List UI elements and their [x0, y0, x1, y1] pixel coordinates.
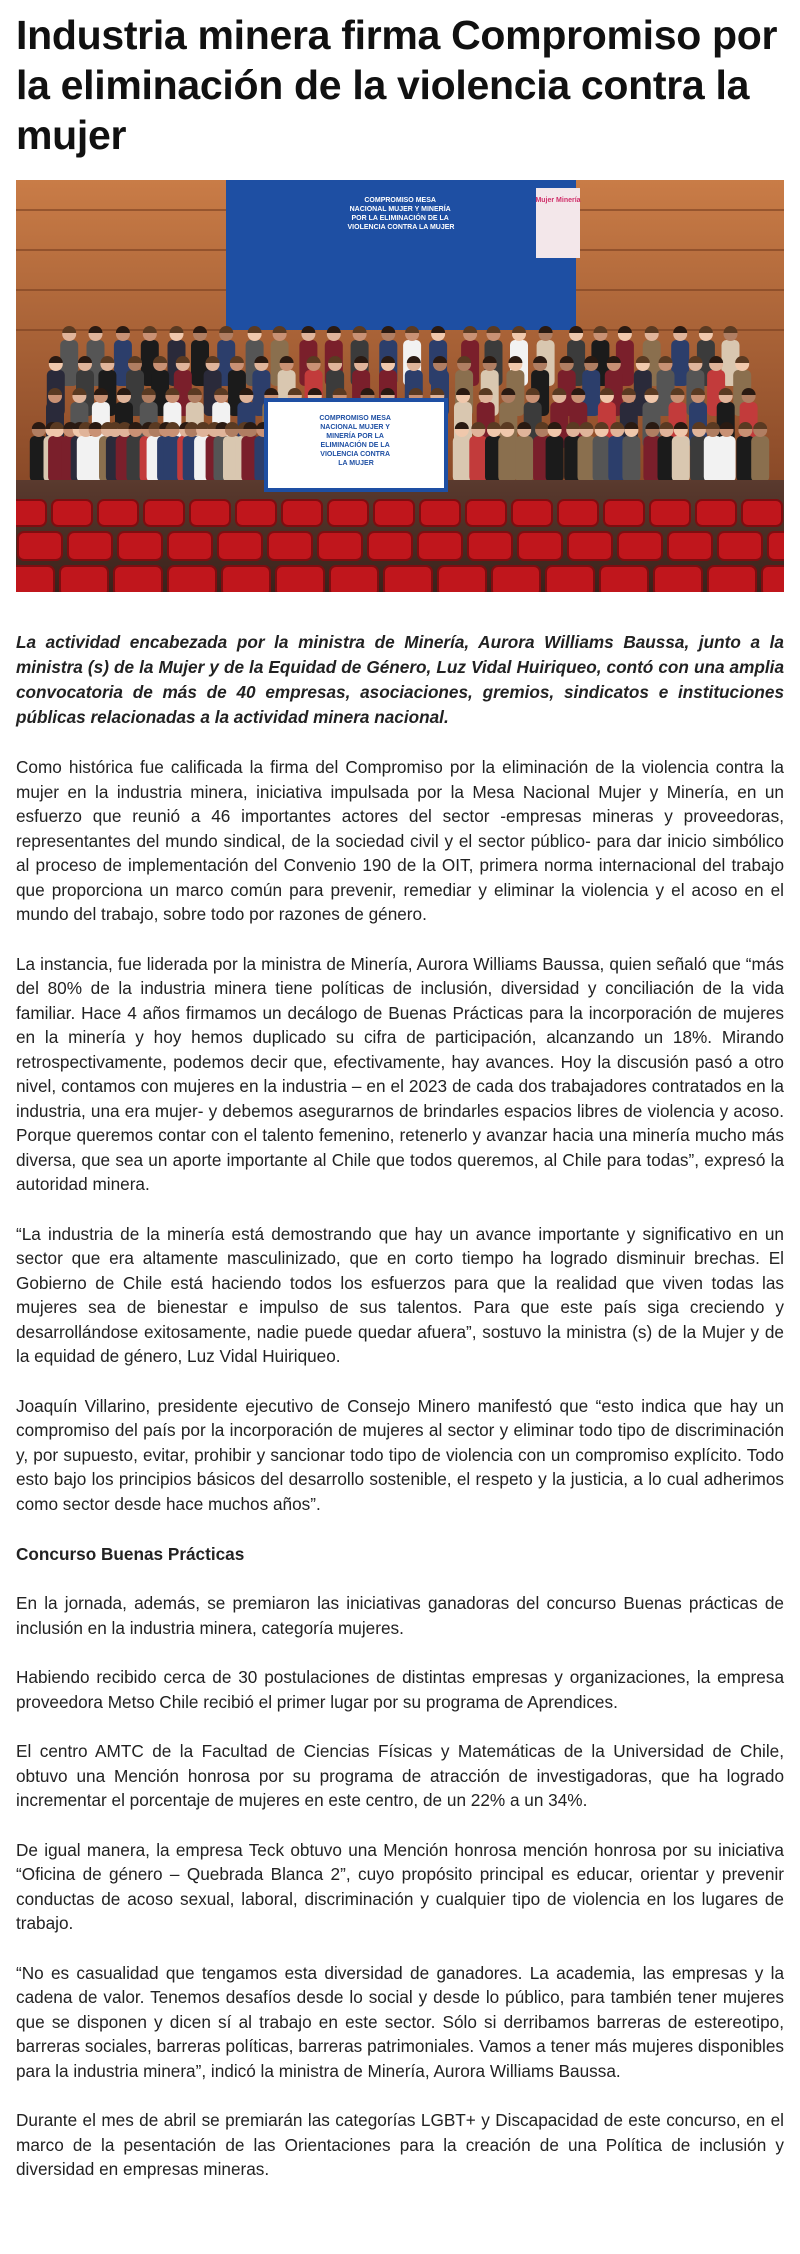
- red-seat: [60, 566, 108, 592]
- red-seat: [492, 566, 540, 592]
- red-seat: [374, 500, 414, 526]
- red-seat: [18, 532, 62, 560]
- poster-text: Mujer Minería: [535, 197, 581, 204]
- red-seat: [768, 532, 784, 560]
- red-seat: [518, 532, 562, 560]
- red-seat: [114, 566, 162, 592]
- article-title: Industria minera firma Compromiso por la eliminación de la violencia contra la mujer: [16, 12, 778, 158]
- red-seat: [468, 532, 512, 560]
- sign-line-4: ELIMINACIÓN DE LA: [320, 442, 390, 449]
- red-seat: [236, 500, 276, 526]
- person-body: [672, 436, 690, 482]
- article: [16, 0, 784, 2182]
- red-seat: [16, 566, 54, 592]
- red-seat: [762, 566, 784, 592]
- red-seat: [654, 566, 702, 592]
- red-seat: [222, 566, 270, 592]
- red-seat: [650, 500, 690, 526]
- article-paragraph: La instancia, fue liderada por la ministra de Minería, Aurora Williams Baussa, quien señaló que “más del 80% de la industria minera tiene políticas de inclusión, diversidad y conciliación de la vida familiar. Hace 4 años firmamos un decálogo de Buenas Prácticas para la incorporación de mujeres en la minería y hoy hemos duplicado su cifra de participación, alcanzando un 18%. Mirando retrospectivamente, podemos decir que, efectivamente, hay avances. Hoy la discusión pasó a otro nivel, contamos con mujeres en la industria – en el 2023 de cada dos trabajadores contratados en la industria, una era mujer- y debemos asegurarnos de brindarles espacios libres de violencia y acoso. Porque queremos contar con el talento femenino, retenerlo y avanzar hacia una minería mucho más diversa, que sea un aporte importante al Chile que todos queremos, al Chile para todas”, expresó la autoridad minera.: [16, 953, 784, 1194]
- person-body: [515, 436, 533, 482]
- person-body: [469, 436, 487, 482]
- red-seat: [418, 532, 462, 560]
- article-photo: [16, 180, 784, 592]
- red-seat: [144, 500, 184, 526]
- article-paragraph: “No es casualidad que tengamos esta diversidad de ganadores. La academia, las empresas y la cadena de valor. Tenemos desafíos desde lo social y desde lo público, para también tener mujeres que se disponen y dicen sí al trabajo en este sector. Sólo si derribamos barreras de estereotipo, barreras sociales, barreras políticas, barreras patrimoniales. Vamos a tener más mujeres disponibles para la industria minera”, indicó la ministra de Minería, Aurora Williams Baussa.: [16, 1962, 784, 2081]
- red-seat: [168, 566, 216, 592]
- red-seat: [466, 500, 506, 526]
- section-heading: Concurso Buenas Prácticas: [16, 1544, 245, 1564]
- red-seat: [600, 566, 648, 592]
- red-seat: [68, 532, 112, 560]
- person-body: [593, 436, 611, 482]
- article-paragraph: De igual manera, la empresa Teck obtuvo una Mención honrosa mención honrosa por su iniciativa “Oficina de género – Quebrada Blanca 2”, cuyo propósito principal es educar, orientar y prevenir conductas de acoso sexual, laboral, discriminación y cualquier tipo de violencia en los lugares de trabajo.: [16, 1839, 784, 1933]
- article-paragraph: “La industria de la minería está demostrando que hay un avance importante y significativo en un sector que era altamente masculinizado, que en corto tiempo ha logrado disminuir brechas. El Gobierno de Chile está haciendo todos los esfuerzos para que la realidad que viven todas las mujeres sea de bienestar e impulso de sus talentos. Para que este país siga creciendo y desarrollándose exitosamente, nadie puede quedar afuera”, sostuvo la ministra (s) de la Mujer y de la equidad de género, Luz Vidal Huiriqueo.: [16, 1223, 784, 1366]
- seat-rows: [16, 500, 784, 592]
- red-seat: [512, 500, 552, 526]
- red-seat: [282, 500, 322, 526]
- red-seat: [168, 532, 212, 560]
- red-seat: [420, 500, 460, 526]
- person-body: [453, 436, 471, 482]
- red-seat: [276, 566, 324, 592]
- red-seat: [98, 500, 138, 526]
- article-paragraph: Joaquín Villarino, presidente ejecutivo de Consejo Minero manifestó que “esto indica que hay un compromiso del país por la incorporación de mujeres al sector y eliminar todo tipo de discriminación y, por supuesto, evitar, prohibir y sancionar todo tipo de violencia con un compromiso explícito. Todo esto bajo los principios básicos del desarrollo sostenible, el respeto y la justicia, a lo cual adherimos como sector desde hace muchos años”.: [16, 1395, 784, 1514]
- banner-line-3: POR LA ELIMINACIÓN DE LA: [351, 215, 449, 222]
- red-seat: [268, 532, 312, 560]
- article-paragraph: El centro AMTC de la Facultad de Ciencias Físicas y Matemáticas de la Universidad de Chile, obtuvo una Mención honrosa por su programa de atracción de investigadoras, que ha logrado incrementar el porcentaje de mujeres en este centro, de un 22% a un 34%.: [16, 1741, 784, 1810]
- sign-line-6: LA MUJER: [338, 460, 374, 467]
- red-seat: [190, 500, 230, 526]
- red-seat: [218, 532, 262, 560]
- banner-line-2: NACIONAL MUJER Y MINERÍA: [349, 206, 451, 213]
- red-seat: [742, 500, 782, 526]
- red-seat: [618, 532, 662, 560]
- red-seat: [668, 532, 712, 560]
- red-seat: [558, 500, 598, 526]
- red-seat: [318, 532, 362, 560]
- red-seat: [708, 566, 756, 592]
- person-body: [622, 436, 640, 482]
- sign-line-1: COMPROMISO MESA: [319, 415, 391, 422]
- red-seat: [384, 566, 432, 592]
- article-paragraph: En la jornada, además, se premiaron las iniciativas ganadoras del concurso Buenas prácticas de inclusión en la industria minera, categoría mujeres.: [16, 1593, 784, 1638]
- article-paragraph: Habiendo recibido cerca de 30 postulaciones de distintas empresas y organizaciones, la empresa proveedora Metso Chile recibió el primer lugar por su programa de Aprendices.: [16, 1667, 784, 1712]
- person-body: [546, 436, 564, 482]
- red-seat: [16, 500, 46, 526]
- person-body: [718, 436, 736, 482]
- sign-line-5: VIOLENCIA CONTRA: [320, 451, 390, 458]
- banner-line-4: VIOLENCIA CONTRA LA MUJER: [347, 224, 455, 231]
- sign-line-2: NACIONAL MUJER Y: [320, 424, 390, 431]
- red-seat: [696, 500, 736, 526]
- sign-line-3: MINERÍA POR LA: [326, 433, 384, 440]
- article-paragraph: Como histórica fue calificada la firma del Compromiso por la eliminación de la violencia contra la mujer en la industria minera, iniciativa impulsada por la Mesa Nacional Mujer y Minería, en un esfuerzo que reunió a 46 importantes actores del sector -empresas mineras y proveedoras, representantes del mundo sindical, de la sociedad civil y el sector público- para dar inicio simbólico al proceso de implementación del Convenio 190 de la OIT, primera norma internacional del trabajo que proporciona un marco común para prevenir, remediar y eliminar la violencia y el acoso en el mundo del trabajo, sobre todo por razones de género.: [16, 757, 784, 924]
- red-seat: [718, 532, 762, 560]
- red-seat: [330, 566, 378, 592]
- person-body: [498, 436, 516, 482]
- red-seat: [52, 500, 92, 526]
- red-seat: [328, 500, 368, 526]
- person-body: [751, 436, 769, 482]
- red-seat: [368, 532, 412, 560]
- article-paragraph: Durante el mes de abril se premiarán las categorías LGBT+ y Discapacidad de este concurso, en el marco de la pesentación de las Orientaciones para la creación de una Política de inclusión y diversidad en empresas mineras.: [16, 2110, 784, 2179]
- red-seat: [438, 566, 486, 592]
- group-photo-illustration: [16, 180, 784, 592]
- article-lead: La actividad encabezada por la ministra de Minería, Aurora Williams Baussa, junto a la ministra (s) de la Mujer y de la Equidad de Género, Luz Vidal Huiriqueo, contó con una amplia convocatoria de más de 40 empresas, asociaciones, gremios, sindicatos e instituciones públicas relacionadas a la actividad minera nacional.: [16, 632, 784, 727]
- banner-line-1: COMPROMISO MESA: [364, 197, 436, 204]
- red-seat: [546, 566, 594, 592]
- red-seat: [568, 532, 612, 560]
- red-seat: [118, 532, 162, 560]
- red-seat: [604, 500, 644, 526]
